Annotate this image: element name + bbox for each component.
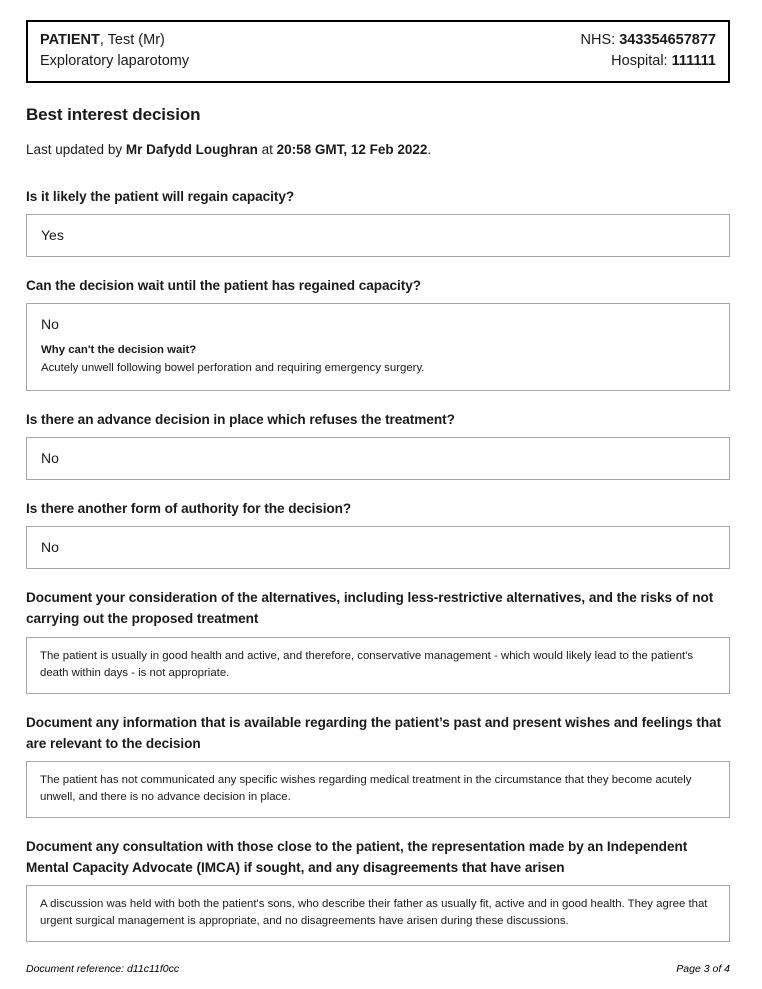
question-label: Document any information that is available regarding the patient’s past and present wishes and feelings that are relevant to the decision bbox=[26, 714, 722, 751]
nhs-number-field bbox=[581, 30, 716, 51]
sub-question-answer: Acutely unwell following bowel perforation and requiring emergency surgery. bbox=[41, 362, 425, 375]
patient-banner-row-primary bbox=[40, 30, 716, 51]
page-footer bbox=[26, 963, 730, 975]
hospital-label: Hospital: bbox=[611, 53, 668, 70]
answer-field-consultation-imca[interactable] bbox=[26, 885, 730, 942]
question-label: Document any consultation with those close to the patient, the representation made by an Independent Mental Capacity Advocate (IMCA) if sought, and any disagreements that have arisen bbox=[26, 839, 688, 876]
question-label: Is it likely the patient will regain capacity? bbox=[26, 188, 295, 204]
nhs-label: NHS: bbox=[580, 32, 616, 48]
answer-field-decision-wait[interactable] bbox=[26, 303, 730, 391]
document-reference: Document reference: d11c11f0cc bbox=[26, 963, 180, 975]
answer-value: A discussion was held with both the patient's sons, who describe their father as usually fit, active and in good health. They agree that urgent surgical management is appropriate, and no disagreements have arisen during these discussions. bbox=[40, 898, 708, 928]
last-updated-suffix: . bbox=[427, 142, 432, 158]
last-updated-line bbox=[26, 141, 730, 160]
page-title: Best interest decision bbox=[26, 105, 201, 125]
last-updated-timestamp: 20:58 GMT, 12 Feb 2022 bbox=[276, 142, 428, 158]
answer-value: No bbox=[41, 539, 59, 556]
hospital-number-field bbox=[611, 51, 716, 72]
answer-value: No bbox=[41, 316, 59, 333]
last-updated-prefix: Last updated by bbox=[26, 142, 126, 158]
answer-value: The patient is usually in good health and active, and therefore, conservative management - which would likely lead to the patient's death within days - is not appropriate. bbox=[40, 649, 694, 679]
question-block-advance-decision bbox=[26, 409, 730, 480]
sub-question-label: Why can't the decision wait? bbox=[41, 344, 197, 357]
question-block-consultation-imca bbox=[26, 836, 730, 942]
answer-value: Yes bbox=[41, 226, 64, 243]
question-block-regain-capacity bbox=[26, 186, 730, 257]
answer-field-advance-decision[interactable] bbox=[26, 437, 730, 480]
answer-field-alternatives[interactable] bbox=[26, 637, 730, 694]
patient-banner-row-secondary bbox=[40, 51, 716, 72]
answer-field-past-present-wishes[interactable] bbox=[26, 761, 730, 818]
question-block-past-present-wishes bbox=[26, 712, 730, 818]
question-label: Is there another form of authority for the decision? bbox=[26, 501, 352, 517]
question-label: Is there an advance decision in place which refuses the treatment? bbox=[26, 411, 455, 427]
patient-name-label: PATIENT bbox=[40, 32, 100, 48]
procedure-name: Exploratory laparotomy bbox=[40, 53, 190, 70]
question-label: Can the decision wait until the patient has regained capacity? bbox=[26, 278, 421, 294]
hospital-number-value: 111111 bbox=[671, 53, 716, 70]
patient-name-rest: , Test (Mr) bbox=[99, 32, 165, 48]
nhs-number-value: 343354657877 bbox=[619, 32, 716, 48]
question-label: Document your consideration of the alternatives, including less-restrictive alternatives, and the risks of not carrying out the proposed treatment bbox=[26, 590, 714, 627]
answer-field-regain-capacity[interactable] bbox=[26, 214, 730, 257]
page-indicator: Page 3 of 4 bbox=[676, 963, 730, 975]
answer-value: The patient has not communicated any specific wishes regarding medical treatment in the circumstance that they become acutely unwell, and there is no advance decision in place. bbox=[40, 773, 692, 803]
question-block-other-authority bbox=[26, 498, 730, 569]
last-updated-mid: at bbox=[257, 142, 277, 158]
question-block-alternatives bbox=[26, 587, 730, 693]
answer-value: No bbox=[41, 449, 59, 466]
question-block-decision-wait bbox=[26, 275, 730, 391]
answer-field-other-authority[interactable] bbox=[26, 526, 730, 569]
patient-identity bbox=[40, 30, 165, 51]
last-updated-author: Mr Dafydd Loughran bbox=[125, 142, 258, 158]
patient-banner bbox=[26, 20, 730, 83]
